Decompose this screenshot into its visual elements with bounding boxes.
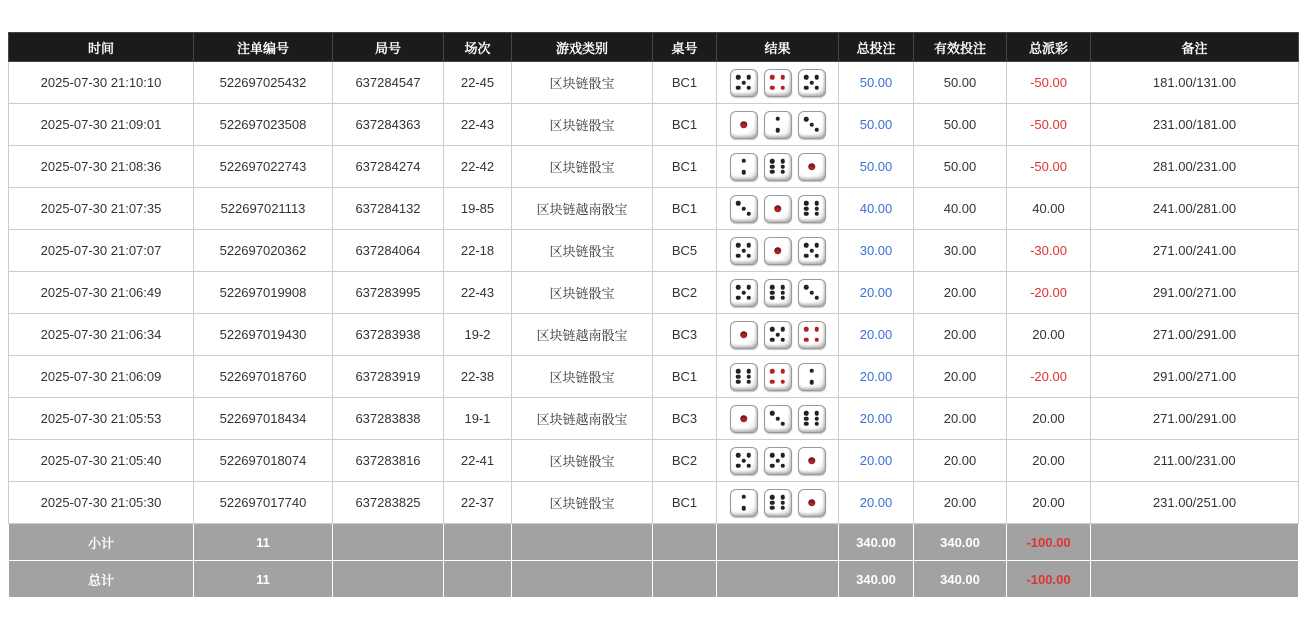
- time-cell: 2025-07-30 21:05:40: [9, 440, 194, 482]
- total-empty-result: [717, 561, 839, 598]
- result-cell: [717, 62, 839, 104]
- valid-bet-cell: 20.00: [914, 272, 1007, 314]
- column-header-table-no: 桌号: [653, 33, 717, 62]
- game-type-cell: 区块链越南骰宝: [512, 188, 653, 230]
- session-cell: 22-18: [444, 230, 512, 272]
- payout-cell: -50.00: [1007, 104, 1091, 146]
- bet-history-table: [8, 32, 1299, 598]
- column-header-remark: 备注: [1091, 33, 1299, 62]
- remark-cell: 281.00/231.00: [1091, 146, 1299, 188]
- die-4-icon: [798, 321, 826, 349]
- total-bet-link[interactable]: 20.00: [839, 440, 914, 482]
- bet-id-cell: 522697017740: [194, 482, 333, 524]
- round-cell: 637284274: [333, 146, 444, 188]
- total-row: [9, 561, 1299, 598]
- table-no-cell: BC3: [653, 314, 717, 356]
- table-row: [9, 356, 1299, 398]
- column-header-bet-id: 注单编号: [194, 33, 333, 62]
- remark-cell: 181.00/131.00: [1091, 62, 1299, 104]
- round-cell: 637283995: [333, 272, 444, 314]
- subtotal-label: 小计: [9, 524, 194, 561]
- game-type-cell: 区块链骰宝: [512, 62, 653, 104]
- die-1-icon: [730, 321, 758, 349]
- time-cell: 2025-07-30 21:06:34: [9, 314, 194, 356]
- table-no-cell: BC5: [653, 230, 717, 272]
- round-cell: 637283919: [333, 356, 444, 398]
- time-cell: 2025-07-30 21:07:35: [9, 188, 194, 230]
- game-type-cell: 区块链骰宝: [512, 146, 653, 188]
- game-type-cell: 区块链骰宝: [512, 230, 653, 272]
- remark-cell: 211.00/231.00: [1091, 440, 1299, 482]
- die-6-icon: [764, 279, 792, 307]
- time-cell: 2025-07-30 21:08:36: [9, 146, 194, 188]
- bet-id-cell: 522697020362: [194, 230, 333, 272]
- total-empty-remark: [1091, 561, 1299, 598]
- round-cell: 637284064: [333, 230, 444, 272]
- subtotal-empty-round: [333, 524, 444, 561]
- die-6-icon: [798, 405, 826, 433]
- die-4-icon: [764, 363, 792, 391]
- die-2-icon: [730, 489, 758, 517]
- game-type-cell: 区块链骰宝: [512, 482, 653, 524]
- die-2-icon: [730, 153, 758, 181]
- die-5-icon: [764, 321, 792, 349]
- valid-bet-cell: 50.00: [914, 104, 1007, 146]
- die-3-icon: [730, 195, 758, 223]
- table-no-cell: BC1: [653, 146, 717, 188]
- valid-bet-cell: 20.00: [914, 440, 1007, 482]
- table-row: [9, 398, 1299, 440]
- result-cell: [717, 230, 839, 272]
- game-type-cell: 区块链骰宝: [512, 104, 653, 146]
- die-2-icon: [798, 363, 826, 391]
- die-1-icon: [798, 153, 826, 181]
- total-payout: -100.00: [1007, 561, 1091, 598]
- session-cell: 22-38: [444, 356, 512, 398]
- session-cell: 19-85: [444, 188, 512, 230]
- die-5-icon: [730, 447, 758, 475]
- round-cell: 637284132: [333, 188, 444, 230]
- remark-cell: 291.00/271.00: [1091, 356, 1299, 398]
- remark-cell: 241.00/281.00: [1091, 188, 1299, 230]
- result-cell: [717, 356, 839, 398]
- game-type-cell: 区块链越南骰宝: [512, 314, 653, 356]
- total-empty-table: [653, 561, 717, 598]
- total-count: 11: [194, 561, 333, 598]
- total-bet-link[interactable]: 30.00: [839, 230, 914, 272]
- remark-cell: 231.00/181.00: [1091, 104, 1299, 146]
- total-total-bet: 340.00: [839, 561, 914, 598]
- payout-cell: -20.00: [1007, 272, 1091, 314]
- header-row: [9, 33, 1299, 62]
- table-row: [9, 440, 1299, 482]
- payout-cell: 20.00: [1007, 314, 1091, 356]
- table-no-cell: BC1: [653, 104, 717, 146]
- valid-bet-cell: 40.00: [914, 188, 1007, 230]
- table-header: [9, 33, 1299, 62]
- remark-cell: 291.00/271.00: [1091, 272, 1299, 314]
- total-bet-link[interactable]: 50.00: [839, 62, 914, 104]
- die-1-icon: [764, 237, 792, 265]
- remark-cell: 271.00/291.00: [1091, 398, 1299, 440]
- die-5-icon: [798, 69, 826, 97]
- result-cell: [717, 314, 839, 356]
- table-row: [9, 146, 1299, 188]
- session-cell: 22-37: [444, 482, 512, 524]
- total-bet-link[interactable]: 50.00: [839, 146, 914, 188]
- total-valid-bet: 340.00: [914, 561, 1007, 598]
- time-cell: 2025-07-30 21:05:30: [9, 482, 194, 524]
- bet-id-cell: 522697021113: [194, 188, 333, 230]
- total-bet-link[interactable]: 20.00: [839, 314, 914, 356]
- table-no-cell: BC1: [653, 188, 717, 230]
- die-6-icon: [730, 363, 758, 391]
- column-header-result: 结果: [717, 33, 839, 62]
- column-header-session: 场次: [444, 33, 512, 62]
- result-cell: [717, 482, 839, 524]
- payout-cell: 20.00: [1007, 482, 1091, 524]
- payout-cell: -30.00: [1007, 230, 1091, 272]
- die-6-icon: [764, 153, 792, 181]
- round-cell: 637283938: [333, 314, 444, 356]
- valid-bet-cell: 20.00: [914, 482, 1007, 524]
- game-type-cell: 区块链骰宝: [512, 440, 653, 482]
- round-cell: 637283816: [333, 440, 444, 482]
- table-no-cell: BC3: [653, 398, 717, 440]
- total-empty-session: [444, 561, 512, 598]
- round-cell: 637283838: [333, 398, 444, 440]
- die-1-icon: [798, 447, 826, 475]
- payout-cell: -50.00: [1007, 146, 1091, 188]
- column-header-time: 时间: [9, 33, 194, 62]
- payout-cell: -50.00: [1007, 62, 1091, 104]
- remark-cell: 231.00/251.00: [1091, 482, 1299, 524]
- die-1-icon: [798, 489, 826, 517]
- subtotal-row: [9, 524, 1299, 561]
- die-3-icon: [764, 405, 792, 433]
- game-type-cell: 区块链骰宝: [512, 272, 653, 314]
- subtotal-payout: -100.00: [1007, 524, 1091, 561]
- session-cell: 22-41: [444, 440, 512, 482]
- subtotal-empty-result: [717, 524, 839, 561]
- die-3-icon: [798, 279, 826, 307]
- table-row: [9, 272, 1299, 314]
- valid-bet-cell: 30.00: [914, 230, 1007, 272]
- subtotal-valid-bet: 340.00: [914, 524, 1007, 561]
- die-6-icon: [764, 489, 792, 517]
- total-empty-round: [333, 561, 444, 598]
- result-cell: [717, 398, 839, 440]
- column-header-total-bet: 总投注: [839, 33, 914, 62]
- time-cell: 2025-07-30 21:06:49: [9, 272, 194, 314]
- die-5-icon: [730, 237, 758, 265]
- payout-cell: -20.00: [1007, 356, 1091, 398]
- result-cell: [717, 440, 839, 482]
- result-cell: [717, 272, 839, 314]
- valid-bet-cell: 50.00: [914, 62, 1007, 104]
- table-row: [9, 314, 1299, 356]
- game-type-cell: 区块链越南骰宝: [512, 398, 653, 440]
- die-1-icon: [764, 195, 792, 223]
- session-cell: 22-42: [444, 146, 512, 188]
- total-bet-link[interactable]: 20.00: [839, 482, 914, 524]
- column-header-round: 局号: [333, 33, 444, 62]
- subtotal-total-bet: 340.00: [839, 524, 914, 561]
- table-body: [9, 62, 1299, 524]
- time-cell: 2025-07-30 21:09:01: [9, 104, 194, 146]
- session-cell: 19-2: [444, 314, 512, 356]
- time-cell: 2025-07-30 21:06:09: [9, 356, 194, 398]
- payout-cell: 40.00: [1007, 188, 1091, 230]
- table-row: [9, 230, 1299, 272]
- subtotal-empty-remark: [1091, 524, 1299, 561]
- table-no-cell: BC2: [653, 272, 717, 314]
- table-no-cell: BC1: [653, 356, 717, 398]
- die-1-icon: [730, 111, 758, 139]
- valid-bet-cell: 20.00: [914, 398, 1007, 440]
- die-5-icon: [730, 69, 758, 97]
- table-row: [9, 482, 1299, 524]
- payout-cell: 20.00: [1007, 398, 1091, 440]
- result-cell: [717, 104, 839, 146]
- total-empty-game: [512, 561, 653, 598]
- total-label: 总计: [9, 561, 194, 598]
- table-row: [9, 104, 1299, 146]
- time-cell: 2025-07-30 21:10:10: [9, 62, 194, 104]
- valid-bet-cell: 20.00: [914, 314, 1007, 356]
- die-2-icon: [764, 111, 792, 139]
- die-1-icon: [730, 405, 758, 433]
- die-5-icon: [798, 237, 826, 265]
- bet-id-cell: 522697022743: [194, 146, 333, 188]
- column-header-valid-bet: 有效投注: [914, 33, 1007, 62]
- bet-id-cell: 522697019908: [194, 272, 333, 314]
- session-cell: 22-43: [444, 104, 512, 146]
- die-6-icon: [798, 195, 826, 223]
- session-cell: 19-1: [444, 398, 512, 440]
- table-footer: [9, 524, 1299, 598]
- bet-id-cell: 522697023508: [194, 104, 333, 146]
- table-row: [9, 62, 1299, 104]
- die-4-icon: [764, 69, 792, 97]
- die-5-icon: [730, 279, 758, 307]
- round-cell: 637284547: [333, 62, 444, 104]
- subtotal-empty-game: [512, 524, 653, 561]
- remark-cell: 271.00/241.00: [1091, 230, 1299, 272]
- result-cell: [717, 188, 839, 230]
- time-cell: 2025-07-30 21:07:07: [9, 230, 194, 272]
- table-no-cell: BC2: [653, 440, 717, 482]
- total-bet-link[interactable]: 50.00: [839, 104, 914, 146]
- column-header-payout: 总派彩: [1007, 33, 1091, 62]
- total-bet-link[interactable]: 40.00: [839, 188, 914, 230]
- round-cell: 637283825: [333, 482, 444, 524]
- result-cell: [717, 146, 839, 188]
- total-bet-link[interactable]: 20.00: [839, 272, 914, 314]
- total-bet-link[interactable]: 20.00: [839, 398, 914, 440]
- session-cell: 22-43: [444, 272, 512, 314]
- payout-cell: 20.00: [1007, 440, 1091, 482]
- game-type-cell: 区块链骰宝: [512, 356, 653, 398]
- column-header-game-type: 游戏类别: [512, 33, 653, 62]
- bet-id-cell: 522697019430: [194, 314, 333, 356]
- bet-id-cell: 522697018074: [194, 440, 333, 482]
- valid-bet-cell: 20.00: [914, 356, 1007, 398]
- table-no-cell: BC1: [653, 482, 717, 524]
- round-cell: 637284363: [333, 104, 444, 146]
- valid-bet-cell: 50.00: [914, 146, 1007, 188]
- total-bet-link[interactable]: 20.00: [839, 356, 914, 398]
- die-5-icon: [764, 447, 792, 475]
- session-cell: 22-45: [444, 62, 512, 104]
- time-cell: 2025-07-30 21:05:53: [9, 398, 194, 440]
- die-3-icon: [798, 111, 826, 139]
- table-row: [9, 188, 1299, 230]
- remark-cell: 271.00/291.00: [1091, 314, 1299, 356]
- subtotal-count: 11: [194, 524, 333, 561]
- table-no-cell: BC1: [653, 62, 717, 104]
- subtotal-empty-session: [444, 524, 512, 561]
- subtotal-empty-table: [653, 524, 717, 561]
- bet-id-cell: 522697025432: [194, 62, 333, 104]
- bet-id-cell: 522697018434: [194, 398, 333, 440]
- bet-id-cell: 522697018760: [194, 356, 333, 398]
